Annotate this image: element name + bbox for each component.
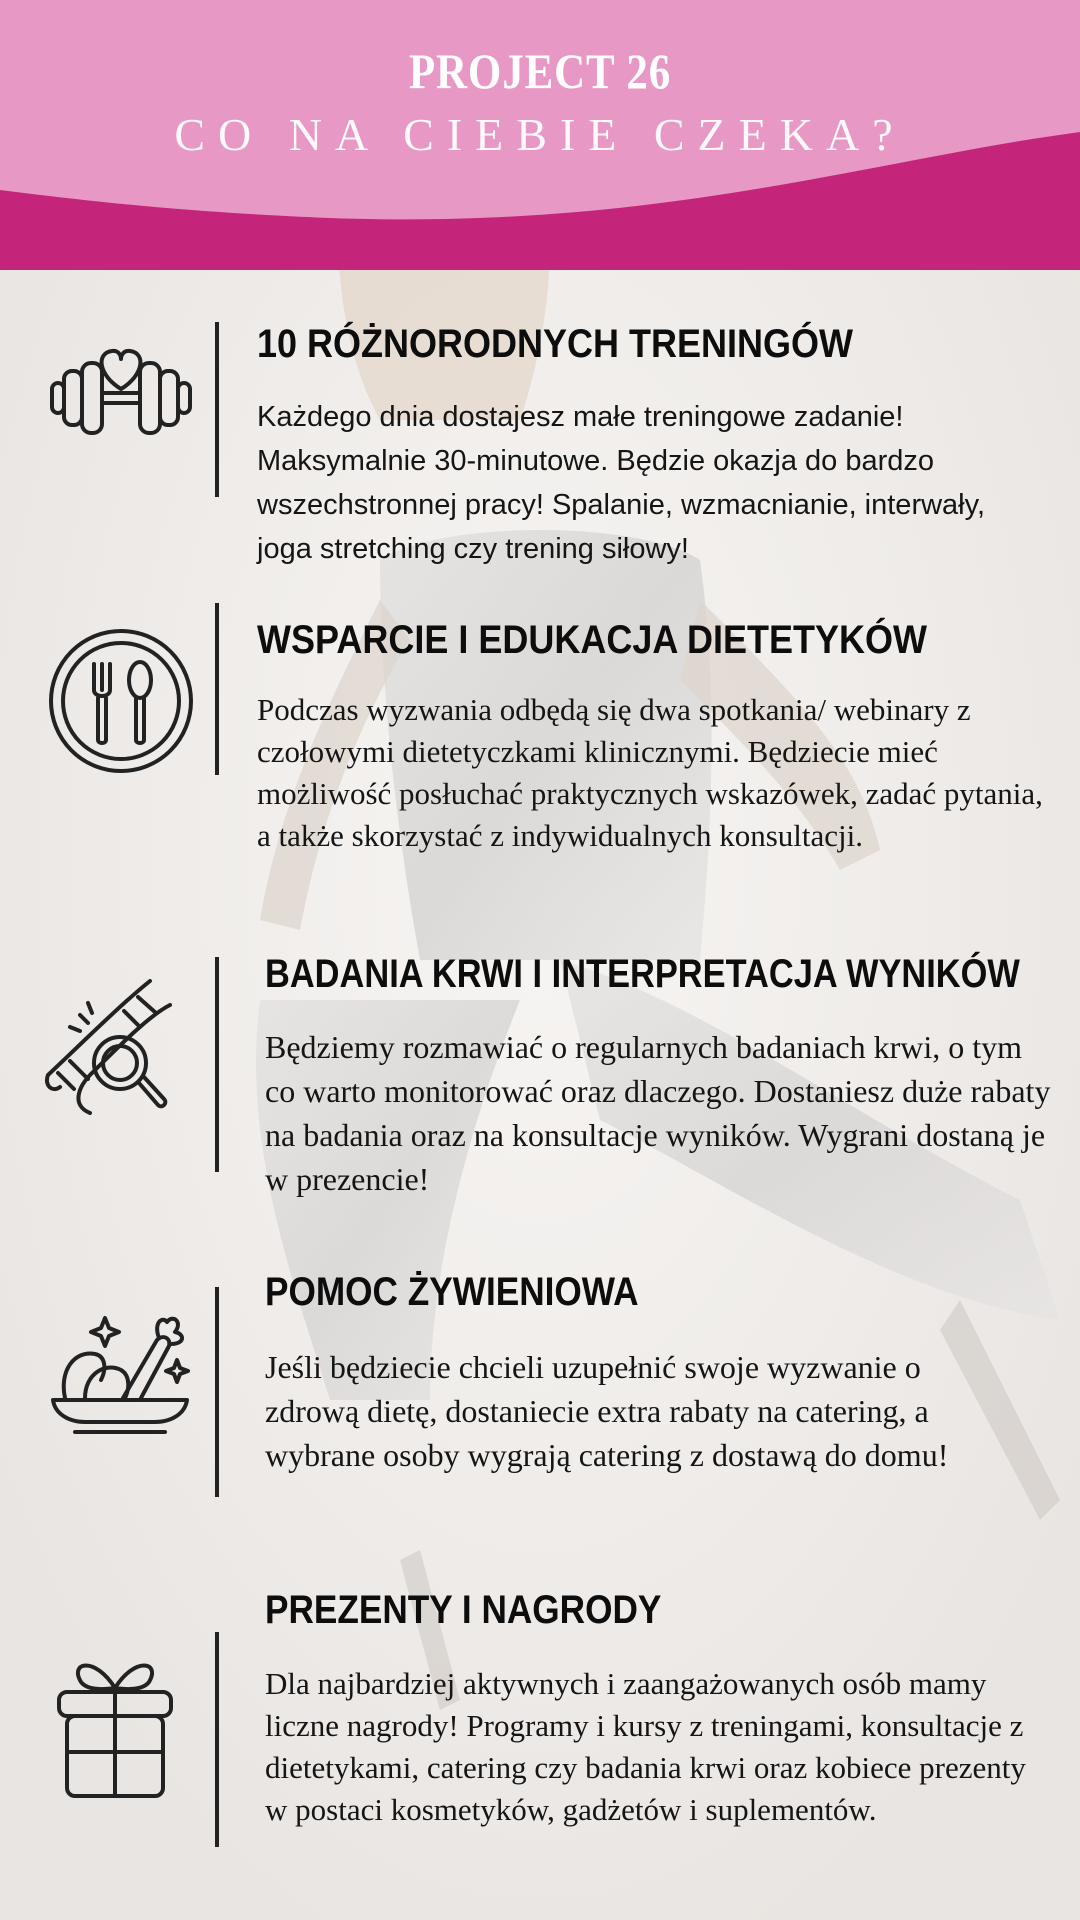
header-banner	[0, 0, 1080, 270]
gift-box-icon	[55, 1652, 175, 1802]
section-body: Podczas wyzwania odbędą się dwa spotkania/ webinary z czołowymi dietetyczkami klinicznymi. Będziecie mieć możliwość posłuchać praktycznych wskazówek, zadać pytania, a także skorzystać z indywidualnych konsultacji.	[257, 692, 1043, 853]
section-4-divider	[215, 1287, 219, 1497]
section-heading: POMOC ŻYWIENIOWA	[265, 1270, 639, 1314]
section-5-divider	[215, 1632, 219, 1847]
section-dietitians	[257, 618, 1057, 857]
section-blood-tests	[265, 952, 1065, 1201]
healthy-food-bowl-icon	[45, 1310, 195, 1440]
section-heading: PREZENTY I NAGRODY	[265, 1588, 662, 1632]
section-2-divider	[215, 603, 219, 775]
section-nutrition	[265, 1270, 1065, 1477]
section-heading: 10 RÓŻNORODNYCH TRENINGÓW	[257, 322, 854, 366]
section-prizes	[265, 1588, 1065, 1831]
section-heading: BADANIA KRWI I INTERPRETACJA WYNIKÓW	[265, 952, 1020, 996]
section-1-divider	[215, 322, 219, 497]
section-body: Dla najbardziej aktywnych i zaangażowanych osób mamy liczne nagrody! Programy i kursy z treningami, konsultacje z dietetykami, catering czy badania krwi oraz kobiece prezenty w postaci kosmetyków, gadżetów i suplementów.	[265, 1666, 1026, 1827]
section-body: Jeśli będziecie chcieli uzupełnić swoje wyzwanie o zdrową dietę, dostaniecie extra rabaty na catering, a wybrane osoby wygrają catering z dostawą do domu!	[265, 1349, 949, 1473]
section-body: Będziemy rozmawiać o regularnych badaniach krwi, o tym co warto monitorować oraz dlaczego. Dostaniesz duże rabaty na badania oraz na konsultacje wyników. Wygrani dostaną je w prezencie!	[265, 1029, 1051, 1197]
section-body: Każdego dnia dostajesz małe treningowe zadanie! Maksymalnie 30-minutowe. Będzie okazja do bardzo wszechstronnej pracy! Spalanie, wzmacnianie, interwały, joga stretching czy trening siłowy!	[257, 401, 986, 565]
section-3-divider	[215, 957, 219, 1172]
section-trainings	[257, 322, 1057, 571]
section-heading: WSPARCIE I EDUKACJA DIETETYKÓW	[257, 618, 928, 662]
dumbbell-heart-icon	[48, 345, 194, 455]
dna-magnifier-icon	[40, 975, 190, 1125]
fork-spoon-plate-icon	[48, 628, 194, 774]
page-subtitle: CO NA CIEBIE CZEKA?	[174, 109, 906, 160]
page-title: PROJECT 26	[408, 43, 672, 99]
